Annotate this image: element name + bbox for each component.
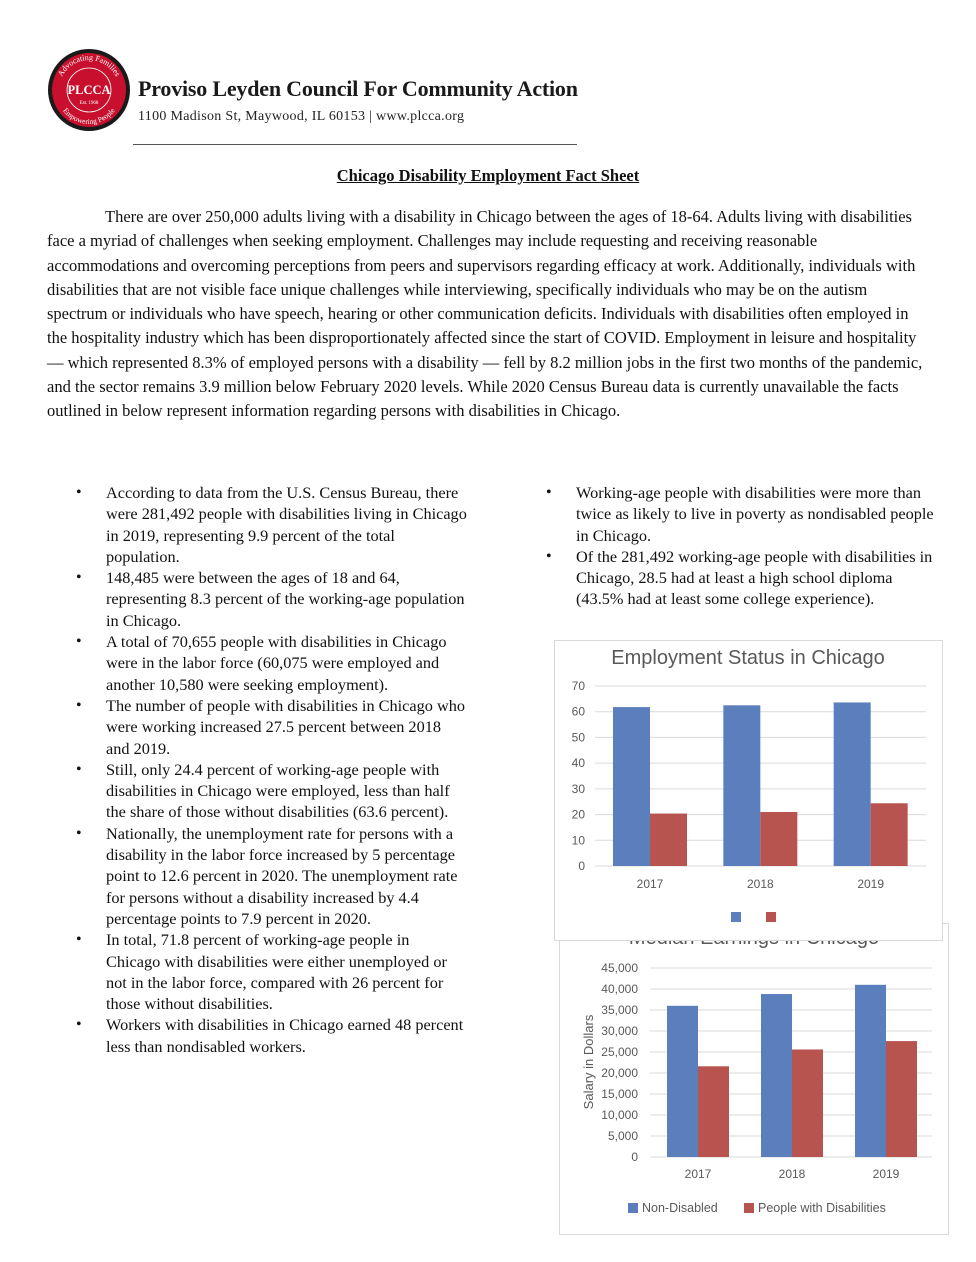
logo-top-arc-text: Advocating Families — [55, 52, 123, 78]
legend-swatch — [628, 1203, 638, 1213]
org-name: Proviso Leyden Council For Community Action — [138, 76, 578, 101]
list-item: • In total, 71.8 percent of working-age people in Chicago with disabilities were either unemployed or not in the labor force, compared with 26 percent for those without disabilities. — [47, 929, 467, 1014]
bar — [855, 985, 886, 1157]
employment-status-chart — [554, 640, 943, 941]
list-item: • A total of 70,655 people with disabilities in Chicago were in the labor force (60,075 were employed and another 10,580 were seeking employment). — [47, 631, 467, 695]
y-tick-label: 30 — [571, 781, 585, 796]
y-axis-title: Salary in Dollars — [581, 1014, 596, 1110]
y-tick-label: 70 — [571, 679, 585, 693]
chart-title: Employment Status in Chicago — [611, 647, 885, 669]
y-tick-label: 35,000 — [601, 1003, 638, 1017]
list-item: • Still, only 24.4 percent of working-age people with disabilities in Chicago were employed, less than half the share of those without disabilities (63.6 percent). — [47, 759, 467, 823]
bar — [723, 705, 760, 866]
document-title: Chicago Disability Employment Fact Sheet — [336, 166, 640, 185]
bar — [650, 814, 687, 866]
median-earnings-chart-svg — [560, 924, 948, 1234]
plcca-logo — [47, 48, 131, 132]
list-item: • Nationally, the unemployment rate for persons with a disability in the labor force increased by 5 percentage point to 12.6 percent in 2020. The unemployment rate for persons without a disability increased by 4.4 percentage points to 7.9 percent in 2020. — [47, 823, 467, 929]
intro-paragraph: There are over 250,000 adults living with a disability in Chicago between the ages of 18-64. Adults living with disabilities face a myriad of challenges when seeking employment. Challenges may include requesting and receiving reasonable accommodations and overcoming perceptions from peers and supervisors regarding efficacy at work. Additionally, individuals with disabilities that are not visible face unique challenges while interviewing, specifically individuals who may be on the autism spectrum or individuals who have speech, hearing or other communication deficits. Individuals with disabilities often employed in the hospitality industry which has been disproportionately affected since the start of COVID. Employment in leisure and hospitality — which represented 8.3% of employed persons with a disability — fell by 8.2 million jobs in the first two months of the pandemic, and the sector remains 3.9 million below February 2020 levels. While 2020 Census Bureau data is currently unavailable the facts outlined in below represent information regarding persons with disabilities in Chicago. — [47, 207, 923, 421]
left-bullet-list — [47, 482, 467, 1057]
list-item: • According to data from the U.S. Census Bureau, there were 281,492 people with disabilities living in Chicago in 2019, representing 9.9 percent of the total population. — [47, 482, 467, 567]
x-tick-label: 2017 — [684, 1167, 712, 1181]
bar — [886, 1041, 917, 1157]
logo-bottom-arc-text: Empowering People — [61, 106, 117, 127]
legend-swatch — [744, 1203, 754, 1213]
list-item: • The number of people with disabilities in Chicago who were working increased 27.5 percent between 2018 and 2019. — [47, 695, 467, 759]
legend-label: Non-Disabled — [642, 1201, 718, 1215]
bar — [698, 1066, 729, 1157]
org-address: 1100 Madison St, Maywood, IL 60153 | www.plcca.org — [138, 109, 465, 124]
bar — [871, 803, 908, 866]
x-tick-label: 2019 — [872, 1167, 900, 1181]
y-tick-label: 10 — [571, 833, 585, 848]
median-earnings-chart — [559, 923, 949, 1235]
bar — [834, 702, 871, 866]
bar — [761, 994, 792, 1157]
list-item: • 148,485 were between the ages of 18 and 64, representing 8.3 percent of the working-age population in Chicago. — [47, 567, 467, 631]
x-tick-label: 2018 — [778, 1167, 806, 1181]
y-tick-label: 60 — [571, 704, 585, 719]
y-tick-label: 10,000 — [601, 1108, 638, 1122]
y-tick-label: 40,000 — [601, 982, 638, 996]
list-item: • Of the 281,492 working-age people with disabilities in Chicago, 28.5 had at least a high school diploma (43.5% had at least some college experience). — [517, 546, 937, 610]
header-divider — [133, 144, 577, 145]
y-tick-label: 20,000 — [601, 1066, 638, 1080]
bar — [613, 707, 650, 866]
y-tick-label: 25,000 — [601, 1045, 638, 1059]
x-tick-label: 2018 — [746, 877, 774, 891]
y-tick-label: 45,000 — [601, 961, 638, 975]
right-bullet-list — [517, 482, 937, 610]
logo-center-text: PLCCA — [67, 83, 111, 97]
y-tick-label: 15,000 — [601, 1087, 638, 1101]
list-item: • Working-age people with disabilities were more than twice as likely to live in poverty as nondisabled people in Chicago. — [517, 482, 937, 546]
y-tick-label: 0 — [578, 859, 585, 873]
y-tick-label: 20 — [571, 807, 585, 822]
logo-established-text: Est. 1968 — [79, 101, 99, 106]
y-tick-label: 0 — [631, 1150, 638, 1164]
y-tick-label: 50 — [571, 730, 585, 745]
y-tick-label: 30,000 — [601, 1024, 638, 1038]
employment-status-chart-svg — [555, 641, 942, 940]
bar — [667, 1006, 698, 1157]
x-tick-label: 2019 — [857, 877, 885, 891]
legend-swatch — [766, 912, 776, 922]
legend-swatch — [731, 912, 741, 922]
bar — [792, 1049, 823, 1157]
list-item: • Workers with disabilities in Chicago earned 48 percent less than nondisabled workers. — [47, 1014, 467, 1057]
y-tick-label: 5,000 — [607, 1129, 638, 1143]
bar — [760, 812, 797, 866]
legend-label: People with Disabilities — [758, 1201, 886, 1215]
y-tick-label: 40 — [571, 756, 585, 771]
x-tick-label: 2017 — [636, 877, 664, 891]
